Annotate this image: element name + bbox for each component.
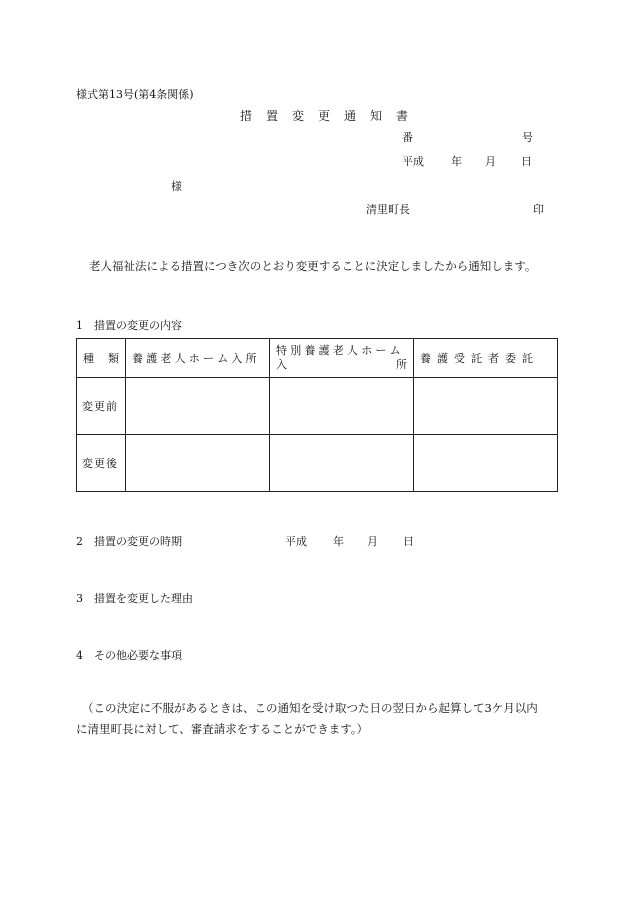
intro-text: 老人福祉法による措置につき次のとおり変更することに決定しましたから通知します。 [89,259,537,273]
header-type: 種 類 [77,339,126,378]
cell-before-foster [414,378,558,435]
date-year: 年 [451,155,462,168]
number-label: 番 [402,131,413,144]
section3-heading: 3 措置を変更した理由 [76,592,193,605]
changes-table [76,338,558,492]
row-label-before: 変更前 [77,378,126,435]
form-id: 様式第13号(第4条関係) [76,88,194,101]
cell-before-special [270,378,414,435]
cell-before-nursing [126,378,270,435]
document-title: 措置変更通知書 [240,109,423,123]
section1-heading: 1 措置の変更の内容 [76,319,182,332]
number-suffix: 号 [522,131,533,144]
section2-year: 年 [333,535,344,548]
date-month: 月 [485,155,496,168]
table-header-row [77,339,558,378]
section4-heading: 4 その他必要な事項 [76,649,182,662]
cell-after-special [270,435,414,492]
table-row [77,378,558,435]
issuer-name: 清里町長 [366,203,410,216]
header-foster-care: 養護受託者委託 [414,339,558,378]
table-row [77,435,558,492]
issuer-seal: 印 [533,203,544,216]
header-nursing-home: 養護老人ホーム入所 [126,339,270,378]
section2-heading: 2 措置の変更の時期 [76,535,182,548]
date-day: 日 [521,155,532,168]
cell-after-nursing [126,435,270,492]
notice-line-2: に清里町長に対して、審査請求をすることができます。） [76,722,369,736]
section2-month: 月 [367,535,378,548]
section2-era: 平成 [285,535,307,548]
row-label-after: 変更後 [77,435,126,492]
section2-day: 日 [403,535,414,548]
addressee-suffix: 様 [171,180,182,193]
cell-after-foster [414,435,558,492]
date-era: 平成 [402,155,424,168]
notice-line-1: （この決定に不服があるときは、この通知を受け取つた日の翌日から起算して3ケ月以内 [82,701,538,715]
header-special-nursing-home: 特別養護老人ホーム 入 所 [270,339,414,378]
